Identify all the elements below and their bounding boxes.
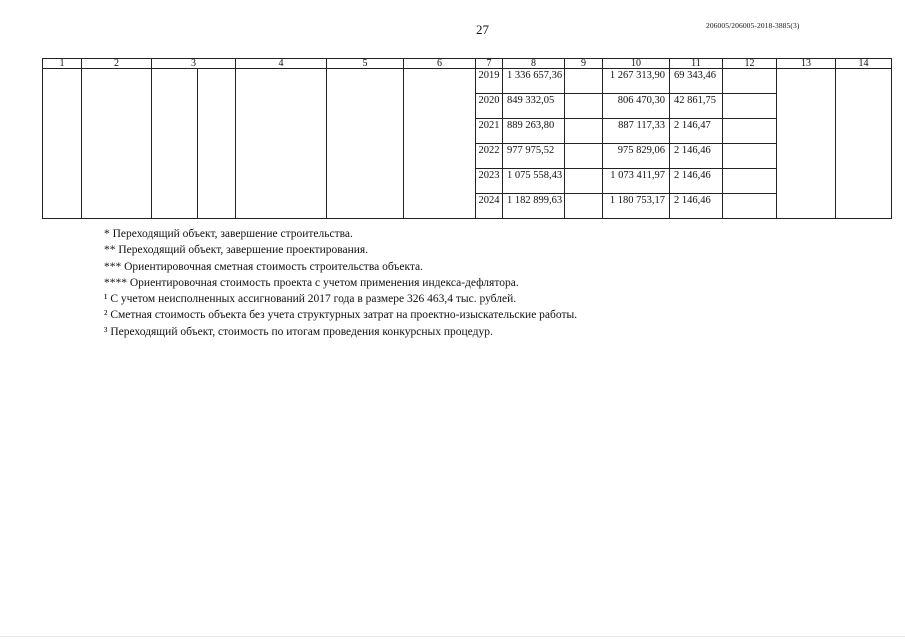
cell-total: 1 075 558,43 [503,169,565,194]
cell-total: 977 975,52 [503,144,565,169]
footnote: *** Ориентировочная сметная стоимость строительства объекта. [104,260,424,273]
col-number: 12 [723,59,777,69]
col-number: 7 [476,59,503,69]
budget-table [42,58,892,219]
col-number: 6 [404,59,476,69]
col-number: 8 [503,59,565,69]
page-number: 27 [476,22,489,37]
footnotes [104,226,577,340]
cell-year: 2022 [476,144,503,169]
cell-total: 1 182 899,63 [503,194,565,219]
cell-col-11: 2 146,46 [670,144,723,169]
cell-total: 889 263,80 [503,119,565,144]
cell-col-12 [723,119,777,144]
cell-col-12 [723,94,777,119]
cell-col-11: 2 146,47 [670,119,723,144]
cell-col-12 [723,169,777,194]
cell-year: 2020 [476,94,503,119]
col-number: 2 [82,59,152,69]
cell-col-9 [565,169,603,194]
cell-col-9 [565,194,603,219]
cell-col-13 [777,69,836,219]
cell-col-9 [565,94,603,119]
footnote: **** Ориентировочная стоимость проекта с учетом применения индекса-дефлятора. [104,276,519,289]
cell-col-14 [836,69,892,219]
cell-col-12 [723,69,777,94]
cell-total: 1 336 657,36 [503,69,565,94]
cell-col-3b [198,69,236,219]
cell-col-11: 69 343,46 [670,69,723,94]
cell-col-11: 2 146,46 [670,169,723,194]
cell-col-9 [565,119,603,144]
footnote: ² Сметная стоимость объекта без учета структурных затрат на проектно-изыскательские работы. [104,309,578,322]
cell-col-5 [327,69,404,219]
col-number: 11 [670,59,723,69]
cell-col-10: 1 267 313,90 [603,69,670,94]
cell-col-11: 42 861,75 [670,94,723,119]
cell-col-9 [565,144,603,169]
cell-col-10: 1 073 411,97 [603,169,670,194]
document-code: 206005/206005-2018-3885(3) [706,21,800,30]
cell-year: 2024 [476,194,503,219]
cell-col-4 [236,69,327,219]
footnote: ¹ С учетом неисполненных ассигнований 2017 года в размере 326 463,4 тыс. рублей. [104,293,517,306]
col-number: 10 [603,59,670,69]
col-number: 3 [152,59,236,69]
cell-col-12 [723,144,777,169]
col-number: 5 [327,59,404,69]
page-edge-divider [0,636,905,637]
footnote: * Переходящий объект, завершение строительства. [104,228,353,240]
cell-year: 2021 [476,119,503,144]
column-number-row [43,59,892,69]
cell-total: 849 332,05 [503,94,565,119]
footnote: ** Переходящий объект, завершение проектирования. [104,244,369,257]
cell-col-10: 806 470,30 [603,94,670,119]
footnote: ³ Переходящий объект, стоимость по итогам проведения конкурсных процедур. [104,325,493,338]
cell-col-10: 975 829,06 [603,144,670,169]
cell-col-6 [404,69,476,219]
table-row [43,69,892,94]
cell-col-11: 2 146,46 [670,194,723,219]
col-number: 14 [836,59,892,69]
cell-year: 2019 [476,69,503,94]
col-number: 13 [777,59,836,69]
cell-col-3a [152,69,198,219]
cell-col-1 [43,69,82,219]
col-number: 4 [236,59,327,69]
cell-year: 2023 [476,169,503,194]
cell-col-10: 887 117,33 [603,119,670,144]
cell-col-9 [565,69,603,94]
col-number: 9 [565,59,603,69]
cell-col-10: 1 180 753,17 [603,194,670,219]
cell-col-2 [82,69,152,219]
col-number: 1 [43,59,82,69]
cell-col-12 [723,194,777,219]
